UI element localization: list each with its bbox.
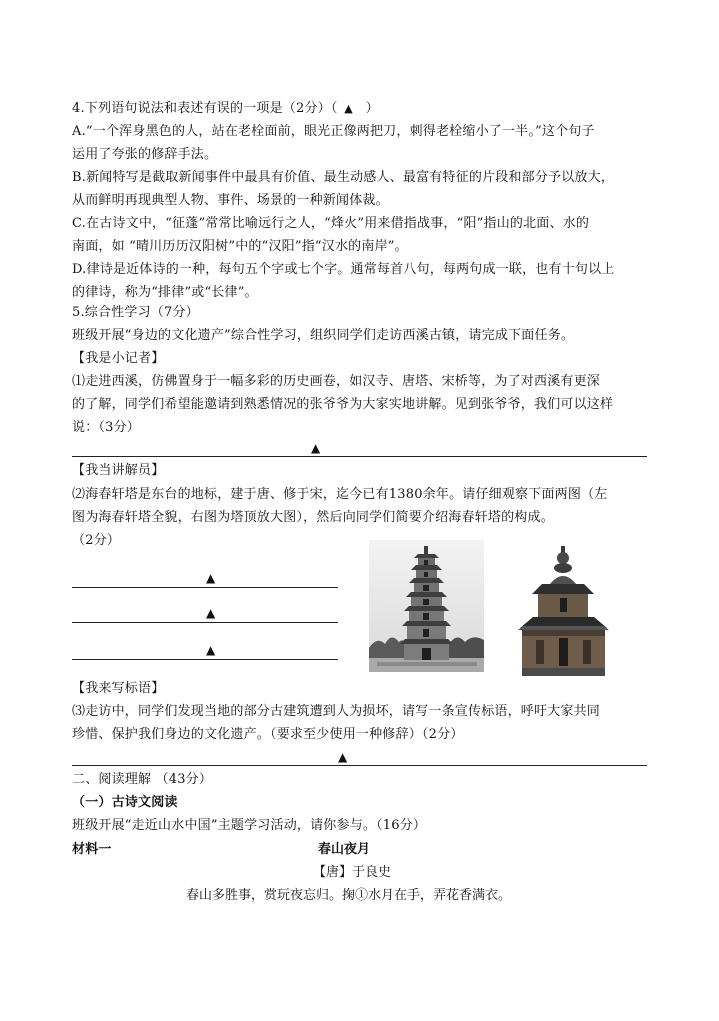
answer-blank-mark: ▲ bbox=[338, 750, 348, 764]
q4-option-d-line1: D.律诗是近体诗的一种，每句五个字或七个字。通常每首八句，每两句成一联，也有十句以上 bbox=[72, 262, 615, 277]
task2-line3: （2分） bbox=[72, 533, 121, 548]
poem-line: 春山多胜事，赏玩夜忘归。掬①水月在手，弄花香满衣。 bbox=[186, 888, 512, 903]
section2-subtitle: （一）古诗文阅读 bbox=[72, 795, 178, 810]
q5-intro: 班级开展“身边的文化遗产”综合性学习，组织同学们走访西溪古镇，请完成下面任务。 bbox=[72, 328, 575, 343]
task2-title: 【我当讲解员】 bbox=[72, 463, 165, 478]
answer-blank-mark: ▲ bbox=[344, 102, 353, 115]
q4-option-a-line2: 运用了夸张的修辞手法。 bbox=[72, 147, 218, 162]
q4-option-a-line1: A.“一个浑身黑色的人，站在老栓面前，眼光正像两把刀，刺得老栓缩小了一半。”这个句子 bbox=[72, 124, 595, 139]
task2-line2: 图为海春轩塔全貌，右图为塔顶放大图），然后向同学们简要介绍海春轩塔的构成。 bbox=[72, 510, 554, 525]
answer-line[interactable] bbox=[72, 659, 338, 660]
q4-option-c-line2: 南面，如 “晴川历历汉阳树”中的“汉阳”指“汉水的南岸”。 bbox=[72, 239, 408, 254]
q4-option-b-line2: 从而鲜明再现典型人物、事件、场景的一种新闻体裁。 bbox=[72, 193, 389, 208]
answer-line[interactable] bbox=[72, 456, 647, 457]
task2-line1: ⑵海春轩塔是东台的地标，建于唐、修于宋，迄今已有1380余年。请仔细观察下面两图（左 bbox=[72, 487, 608, 502]
q4-option-d-line2: 的律诗，称为“排律”或“长律”。 bbox=[72, 285, 258, 300]
material-label: 材料一 bbox=[72, 842, 112, 857]
task1-line1: ⑴走进西溪，仿佛置身于一幅多彩的历史画卷，如汉寺、唐塔、宋桥等，为了对西溪有更深 bbox=[72, 374, 601, 389]
q4-option-b-line1: B.新闻特写是截取新闻事件中最具有价值、最生动感人、最富有特征的片段和部分予以放大， bbox=[72, 170, 615, 185]
poem-title: 春山夜月 bbox=[318, 842, 371, 857]
q4-stem: 4.下列语句说法和表述有误的一项是（2分）（ ▲ ） bbox=[72, 101, 379, 116]
task1-line2: 的了解，同学们希望能邀请到熟悉情况的张爷爷为大家实地讲解。见到张爷爷，我们可以这样 bbox=[72, 397, 614, 412]
answer-blank-mark: ▲ bbox=[311, 441, 321, 455]
answer-line[interactable] bbox=[72, 587, 338, 588]
answer-blank-mark: ▲ bbox=[206, 606, 216, 620]
q5-title: 5.综合性学习（7分） bbox=[72, 305, 199, 320]
poem-author: 【唐】于良史 bbox=[313, 865, 392, 880]
section2-title: 二、阅读理解 （43分） bbox=[72, 772, 213, 787]
answer-blank-mark: ▲ bbox=[206, 571, 216, 585]
task1-line3: 说：（3分） bbox=[72, 420, 140, 435]
task3-line1: ⑶走访中，同学们发现当地的部分古建筑遭到人为损坏，请写一条宣传标语，呼吁大家共同 bbox=[72, 704, 601, 719]
answer-line[interactable] bbox=[72, 622, 338, 623]
section2-intro: 班级开展“走近山水中国”主题学习活动，请你参与。（16分） bbox=[72, 818, 427, 833]
pagoda-full-photo bbox=[369, 540, 484, 672]
task3-title: 【我来写标语】 bbox=[72, 681, 165, 696]
q4-option-c-line1: C.在古诗文中，“征蓬”常常比喻远行之人，“烽火”用来借指战事，“阳”指山的北面、水的 bbox=[72, 216, 590, 231]
pagoda-top-photo bbox=[512, 546, 615, 676]
task3-line2: 珍惜、保护我们身边的文化遗产。（要求至少使用一种修辞）（2分） bbox=[72, 727, 464, 742]
answer-line[interactable] bbox=[72, 765, 647, 766]
task1-title: 【我是小记者】 bbox=[72, 351, 165, 366]
answer-blank-mark: ▲ bbox=[206, 643, 216, 657]
